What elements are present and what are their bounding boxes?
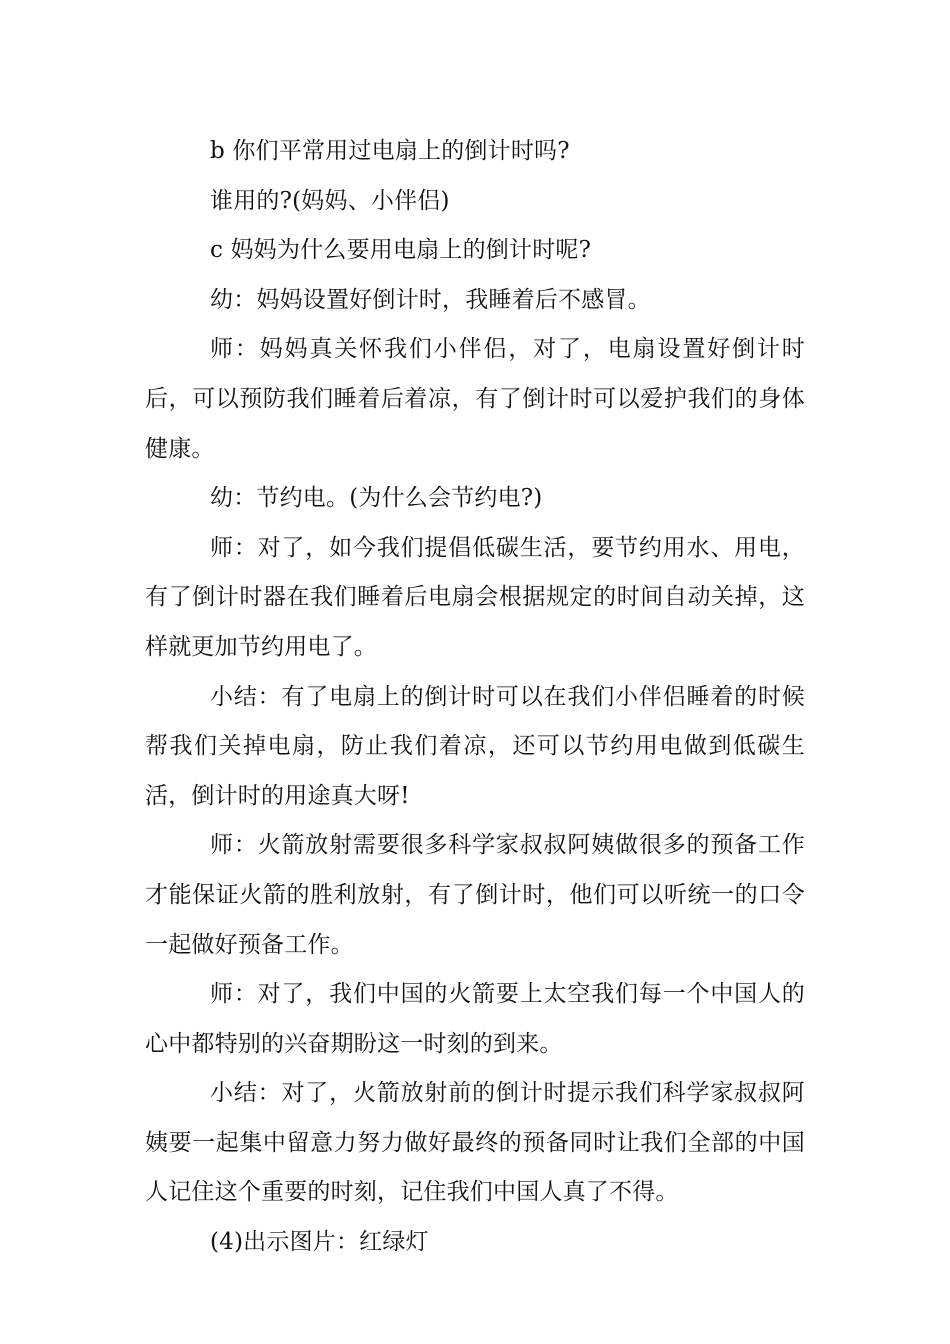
paragraph-teacher-4: 师：对了，我们中国的火箭要上太空我们每一个中国人的心中都特别的兴奋期盼这一时刻的到来。 — [145, 981, 805, 1057]
paragraph-question-c: c 妈妈为什么要用电扇上的倒计时呢? — [210, 237, 592, 264]
paragraph-summary-1: 小结：有了电扇上的倒计时可以在我们小伴侣睡着的时候帮我们关掉电扇，防止我们着凉，还可以节约用电做到低碳生活，倒计时的用途真大呀! — [145, 683, 805, 809]
paragraph-show-picture: (4)出示图片：红绿灯 — [210, 1229, 429, 1256]
paragraph-child-answer-1: 幼：妈妈设置好倒计时，我睡着后不感冒。 — [210, 286, 651, 313]
paragraph-teacher-2: 师：对了，如今我们提倡低碳生活，要节约用水、用电，有了倒计时器在我们睡着后电扇会根据规定的时间自动关掉，这样就更加节约用电了。 — [145, 534, 805, 660]
paragraph-teacher-3: 师：火箭放射需要很多科学家叔叔阿姨做很多的预备工作才能保证火箭的胜利放射，有了倒计时，他们可以听统一的口令一起做好预备工作。 — [145, 832, 805, 958]
paragraph-who-used: 谁用的?(妈妈、小伴侣) — [210, 187, 450, 214]
paragraph-child-answer-2: 幼：节约电。(为什么会节约电?) — [210, 485, 543, 512]
document-body — [145, 127, 805, 1268]
paragraph-question-b: b 你们平常用过电扇上的倒计时吗? — [210, 138, 570, 164]
paragraph-summary-2: 小结：对了，火箭放射前的倒计时提示我们科学家叔叔阿姨要一起集中留意力努力做好最终的预备同时让我们全部的中国人记住这个重要的时刻，记住我们中国人真了不得。 — [145, 1080, 805, 1206]
paragraph-teacher-1: 师：妈妈真关怀我们小伴侣，对了，电扇设置好倒计时后，可以预防我们睡着后着凉，有了倒计时可以爱护我们的身体健康。 — [145, 336, 805, 462]
